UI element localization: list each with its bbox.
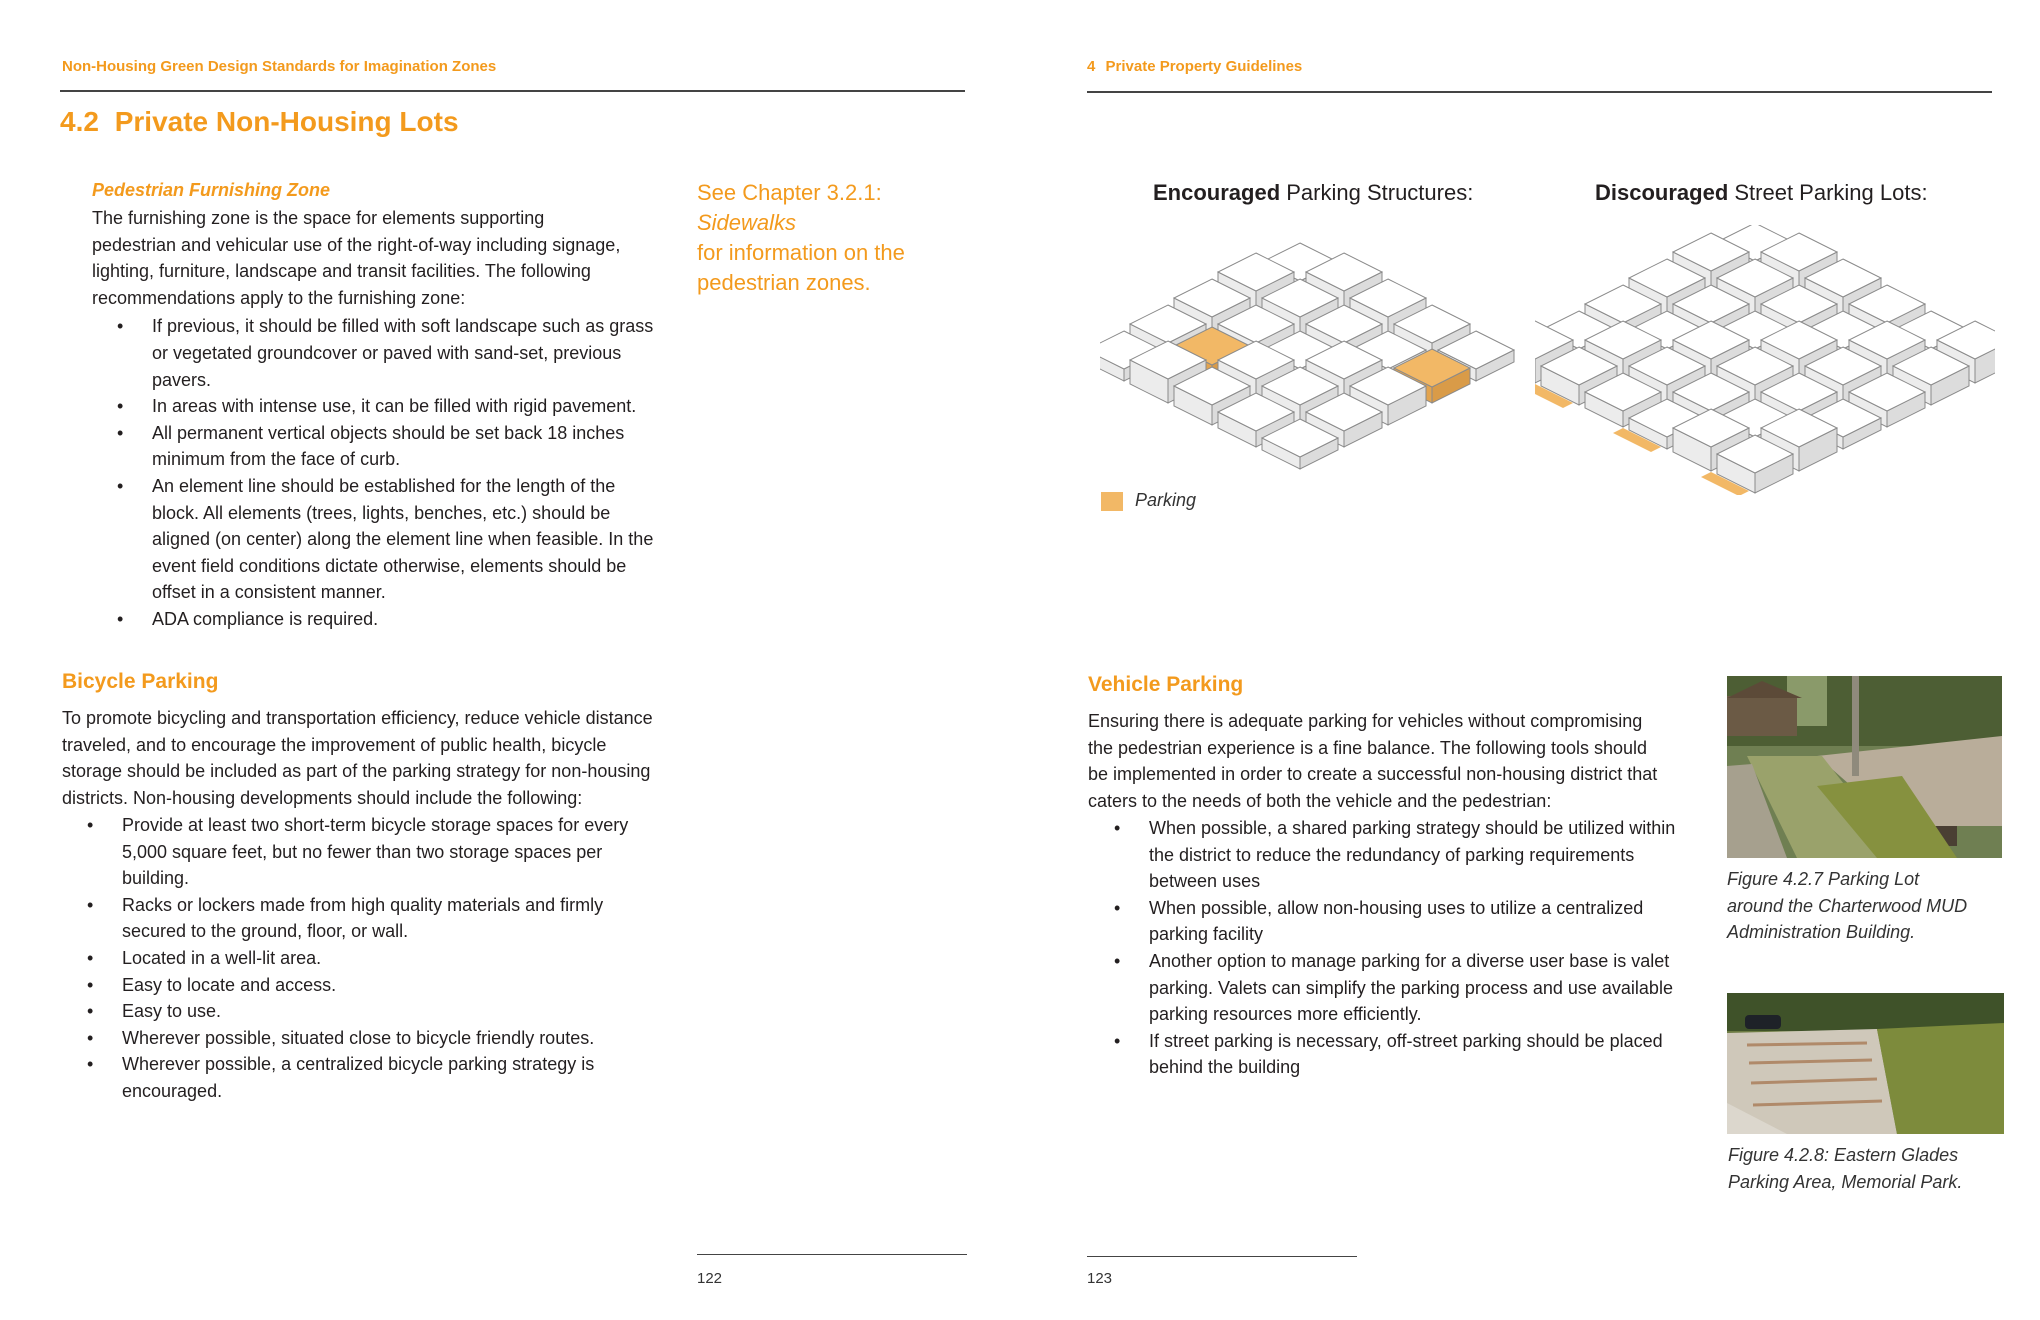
list-item-line: • ADA compliance is required. bbox=[152, 608, 379, 629]
bicycle-intro-line: To promote bicycling and transportation efficiency, reduce vehicle distance bbox=[62, 708, 653, 728]
bicycle-intro-line: storage should be included as part of the parking strategy for non-housing bbox=[62, 761, 651, 782]
sidenote-prefix: See Chapter 3.2.1: bbox=[697, 180, 882, 205]
encouraged-parking-structures-diagram bbox=[1100, 225, 1520, 495]
list-item-line: • Wherever possible, situated close to bicycle friendly routes. bbox=[122, 1027, 595, 1048]
page-number-right: 123 bbox=[1087, 1270, 1113, 1287]
furnishing-intro-line: lighting, furniture, landscape and transit facilities. The following bbox=[92, 261, 591, 282]
parking-legend-swatch bbox=[1101, 492, 1123, 511]
list-item-line: • Easy to locate and access. bbox=[122, 974, 337, 995]
list-item bbox=[152, 393, 712, 420]
list-item-line: • If street parking is necessary, off-street parking should be placed bbox=[1149, 1030, 1663, 1051]
bicycle-intro-line: districts. Non-housing developments should include the following: bbox=[62, 787, 583, 808]
running-head-right bbox=[1087, 58, 1302, 75]
list-item-line: • In areas with intense use, it can be filled with rigid pavement. bbox=[152, 396, 637, 417]
parking-lot-photo bbox=[1727, 676, 2002, 858]
list-item-line: aligned (on center) along the element line when feasible. In the bbox=[152, 529, 654, 550]
header-rule-right bbox=[1087, 91, 1992, 93]
encouraged-diagram-title bbox=[1153, 180, 1473, 206]
list-item-line: • Wherever possible, a centralized bicycle parking strategy is bbox=[122, 1054, 595, 1075]
discouraged-label-rest: Street Parking Lots: bbox=[1728, 180, 1928, 205]
caption-line: around the Charterwood MUD bbox=[1727, 895, 1968, 916]
furnishing-intro-line: recommendations apply to the furnishing zone: bbox=[92, 287, 466, 308]
list-item-line: • Racks or lockers made from high quality materials and firmly bbox=[122, 894, 604, 915]
list-item-line: the district to reduce the redundancy of parking requirements bbox=[1149, 844, 1635, 865]
list-item bbox=[152, 473, 712, 606]
discouraged-diagram-title bbox=[1595, 180, 1928, 206]
furnishing-intro-line: The furnishing zone is the space for elements supporting bbox=[92, 208, 545, 228]
list-item bbox=[122, 972, 702, 999]
vehicle-intro bbox=[1088, 708, 1688, 814]
list-item-line: event field conditions dictate otherwise, elements should be bbox=[152, 555, 627, 576]
parking-area-photo bbox=[1727, 993, 2004, 1134]
list-item-line: offset in a consistent manner. bbox=[152, 582, 386, 603]
sidenote-chapter-link[interactable]: Sidewalks bbox=[697, 210, 797, 235]
caption-line: Administration Building. bbox=[1727, 922, 1916, 943]
bicycle-intro bbox=[62, 705, 702, 811]
page-number-left: 122 bbox=[697, 1270, 723, 1287]
list-item bbox=[122, 998, 702, 1025]
furnishing-intro bbox=[92, 205, 692, 311]
furnishing-bullet-list bbox=[152, 313, 712, 632]
bicycle-intro-line: traveled, and to encourage the improvement of public health, bicycle bbox=[62, 734, 607, 755]
sidenote-line: for information on the bbox=[697, 240, 905, 265]
list-item-line: • Another option to manage parking for a diverse user base is valet bbox=[1149, 950, 1670, 971]
vehicle-heading: Vehicle Parking bbox=[1088, 673, 1244, 696]
list-item-line: parking. Valets can simplify the parking process and use available bbox=[1149, 977, 1673, 998]
encouraged-label: Encouraged bbox=[1153, 180, 1281, 205]
list-item-line: parking resources more efficiently. bbox=[1149, 1004, 1422, 1025]
footer-rule-right bbox=[1087, 1256, 1357, 1257]
list-item-line: block. All elements (trees, lights, benches, etc.) should be bbox=[152, 502, 611, 523]
list-item-line: • Easy to use. bbox=[122, 1001, 222, 1022]
furnishing-intro-line: pedestrian and vehicular use of the right-of-way including signage, bbox=[92, 234, 621, 255]
list-item bbox=[122, 1051, 702, 1104]
list-item bbox=[152, 313, 712, 393]
figure-caption bbox=[1728, 1142, 1962, 1195]
encouraged-label-rest: Parking Structures: bbox=[1280, 180, 1474, 205]
bicycle-heading: Bicycle Parking bbox=[62, 670, 219, 693]
list-item bbox=[122, 892, 702, 945]
list-item bbox=[122, 812, 702, 892]
list-item-line: between uses bbox=[1149, 871, 1261, 892]
caption-line: Parking Area, Memorial Park. bbox=[1728, 1171, 1963, 1192]
list-item bbox=[122, 945, 702, 972]
list-item bbox=[122, 1025, 702, 1052]
running-head-left: Non-Housing Green Design Standards for Imagination Zones bbox=[62, 58, 497, 75]
list-item-line: minimum from the face of curb. bbox=[152, 449, 401, 470]
list-item-line: encouraged. bbox=[122, 1080, 223, 1101]
footer-rule-left bbox=[697, 1254, 967, 1255]
list-item-line: • An element line should be established for the length of the bbox=[152, 475, 616, 496]
list-item-line: • When possible, allow non-housing uses to utilize a centralized bbox=[1149, 897, 1644, 918]
list-item-line: • Provide at least two short-term bicycle storage spaces for every bbox=[122, 815, 629, 835]
list-item bbox=[1149, 815, 1709, 895]
list-item-line: secured to the ground, floor, or wall. bbox=[122, 921, 409, 942]
list-item bbox=[1149, 1028, 1709, 1081]
caption-line: Figure 4.2.7 Parking Lot bbox=[1727, 869, 1920, 889]
sidenote-line: pedestrian zones. bbox=[697, 270, 871, 295]
chapter-cross-reference bbox=[697, 178, 977, 298]
bicycle-bullet-list bbox=[122, 812, 702, 1105]
header-rule-left bbox=[60, 90, 965, 92]
list-item-line: parking facility bbox=[1149, 924, 1264, 945]
list-item-line: or vegetated groundcover or paved with sand-set, previous bbox=[152, 342, 622, 363]
vehicle-intro-line: Ensuring there is adequate parking for vehicles without compromising bbox=[1088, 711, 1643, 731]
list-item-line: building. bbox=[122, 868, 190, 889]
chapter-title: Private Property Guidelines bbox=[1105, 58, 1303, 75]
list-item-line: • All permanent vertical objects should be set back 18 inches bbox=[152, 422, 625, 443]
figure-caption bbox=[1727, 866, 1967, 946]
list-item-line: • Located in a well-lit area. bbox=[122, 947, 322, 968]
list-item-line: • When possible, a shared parking strategy should be utilized within bbox=[1149, 818, 1676, 838]
section-number: 4.2 bbox=[60, 106, 99, 137]
furnishing-heading: Pedestrian Furnishing Zone bbox=[92, 180, 331, 200]
chapter-number: 4 bbox=[1087, 58, 1096, 75]
discouraged-label: Discouraged bbox=[1595, 180, 1729, 205]
parking-legend-label: Parking bbox=[1135, 490, 1197, 510]
discouraged-street-parking-diagram bbox=[1535, 225, 1995, 495]
vehicle-intro-line: the pedestrian experience is a fine balance. The following tools should bbox=[1088, 737, 1648, 758]
sidenote-line bbox=[697, 178, 977, 238]
list-item-line: pavers. bbox=[152, 369, 212, 390]
list-item-line: 5,000 square feet, but no fewer than two storage spaces per bbox=[122, 841, 603, 862]
vehicle-intro-line: be implemented in order to create a successful non-housing district that bbox=[1088, 764, 1658, 785]
caption-line: Figure 4.2.8: Eastern Glades bbox=[1728, 1145, 1959, 1165]
section-title bbox=[60, 106, 459, 138]
list-item bbox=[152, 420, 712, 473]
section-title-text: Private Non-Housing Lots bbox=[114, 106, 459, 137]
list-item bbox=[1149, 948, 1709, 1028]
list-item-line: behind the building bbox=[1149, 1057, 1301, 1078]
vehicle-intro-line: caters to the needs of both the vehicle and the pedestrian: bbox=[1088, 790, 1552, 811]
list-item bbox=[1149, 895, 1709, 948]
list-item-line: • If previous, it should be filled with soft landscape such as grass bbox=[152, 316, 654, 337]
vehicle-bullet-list bbox=[1149, 815, 1709, 1081]
list-item bbox=[152, 606, 712, 633]
